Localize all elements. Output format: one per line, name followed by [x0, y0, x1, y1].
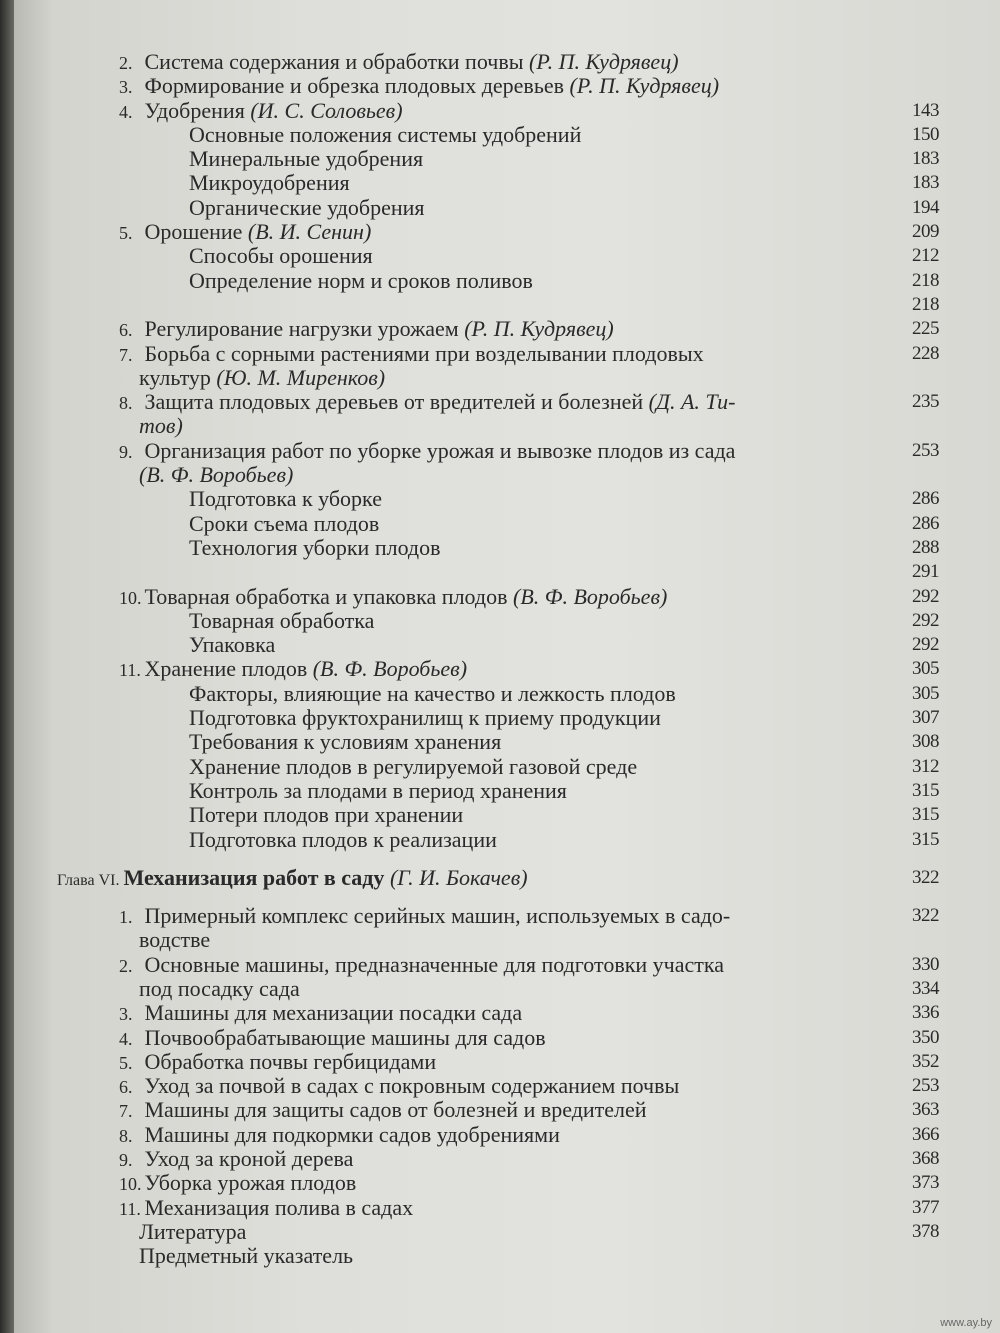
- section-title: Факторы, влияющие на качество и лежкость плодов: [189, 680, 676, 706]
- toc-row: [119, 123, 939, 147]
- section-number: 1.: [119, 907, 133, 928]
- section-number: 4.: [119, 101, 133, 122]
- toc-entry-text: [119, 657, 467, 682]
- author-name: (В. Ф. Воробьев): [139, 462, 294, 488]
- toc-row: [119, 1196, 939, 1220]
- page-number: 330: [912, 953, 939, 975]
- page-number: 305: [912, 682, 939, 704]
- author-name: (В. И. Сенин): [247, 219, 372, 245]
- toc-entry-text: [189, 682, 676, 706]
- section-title: под посадку сада: [139, 975, 300, 1001]
- toc-row: [119, 1098, 939, 1122]
- toc-entry-text: [119, 585, 667, 610]
- toc-entry-text: [119, 390, 735, 415]
- toc-row: [119, 928, 939, 952]
- toc-entry-text: [119, 317, 614, 342]
- spacer: [119, 852, 939, 866]
- toc-row: [119, 74, 939, 98]
- toc-entry-text: [119, 439, 735, 464]
- section-number: 8.: [119, 1125, 133, 1146]
- toc-row: [119, 171, 939, 195]
- page-number: 334: [912, 977, 939, 999]
- page-number: 292: [912, 634, 939, 656]
- section-title: Обработка почвы гербицидами: [144, 1048, 437, 1074]
- section-title: Способы орошения: [189, 243, 373, 269]
- page-number: 292: [912, 609, 939, 631]
- chapter-title: Механизация работ в саду: [123, 864, 390, 890]
- author-name: (Д. А. Ти-: [648, 389, 736, 415]
- toc-row: [119, 1244, 939, 1268]
- toc-entry-text: [139, 977, 300, 1001]
- section-title: Система содержания и обработки почвы: [144, 49, 529, 74]
- page-number: 183: [912, 172, 939, 194]
- toc-row: [119, 196, 939, 220]
- toc-row: [119, 730, 939, 754]
- page-number: 150: [912, 123, 939, 145]
- page-number: 183: [912, 148, 939, 170]
- section-number: 3.: [119, 1004, 133, 1025]
- page-number: 378: [912, 1220, 939, 1242]
- section-title: водстве: [139, 927, 211, 953]
- section-title: Подготовка плодов к реализации: [189, 826, 497, 852]
- toc-row: [57, 864, 939, 890]
- toc-entry-text: [139, 414, 183, 438]
- section-title: Литература: [139, 1218, 247, 1244]
- page-number: 363: [912, 1099, 939, 1121]
- section-title: Хранение плодов: [144, 656, 313, 682]
- toc-entry-text: [119, 1098, 647, 1123]
- toc-entry-text: [119, 904, 730, 929]
- author-name: (Г. И. Бокачев): [389, 864, 528, 890]
- watermark: www.ay.by: [940, 1317, 992, 1329]
- section-title: Органические удобрения: [189, 194, 425, 220]
- section-title: Определение норм и сроков поливов: [189, 267, 533, 293]
- toc-entry-text: [119, 220, 371, 245]
- toc-entry-text: [189, 803, 463, 827]
- section-title: Механизация полива в садах: [144, 1194, 414, 1220]
- toc-row: [119, 244, 939, 268]
- section-title: Защита плодовых деревьев от вредителей и болезней: [144, 389, 649, 415]
- section-number: 10.: [119, 587, 142, 608]
- section-title: Примерный комплекс серийных машин, используемых в садо-: [144, 903, 731, 929]
- toc-entry-text: [189, 779, 567, 803]
- toc-row: [119, 487, 939, 511]
- page-number: 218: [912, 293, 939, 315]
- toc-row: [119, 414, 939, 438]
- page-number: 212: [912, 245, 939, 267]
- toc-row: [119, 317, 939, 341]
- section-title: Потери плодов при хранении: [189, 802, 464, 828]
- toc-entry-text: [189, 171, 350, 195]
- section-title: Подготовка фруктохранилищ к приему продукции: [189, 705, 661, 731]
- toc-entry-text: [119, 953, 724, 978]
- section-number: 9.: [119, 441, 133, 462]
- section-title: Упаковка: [189, 632, 276, 658]
- book-page: [14, 0, 1000, 1333]
- toc-entry-text: [119, 1196, 413, 1221]
- section-title: Почвообрабатывающие машины для садов: [144, 1024, 546, 1050]
- toc-entry-text: [189, 755, 637, 779]
- toc-row: [119, 269, 939, 293]
- toc-row: [119, 755, 939, 779]
- page-number: 253: [912, 1075, 939, 1097]
- page-number: 373: [912, 1172, 939, 1194]
- toc-row: [119, 147, 939, 171]
- toc-row: [119, 99, 939, 123]
- toc-row: [119, 657, 939, 681]
- section-number: 7.: [119, 344, 133, 365]
- toc-entry-text: [189, 196, 425, 220]
- page-number: 143: [912, 99, 939, 121]
- toc-entry-text: [139, 463, 293, 487]
- author-name: (В. Ф. Воробьев): [312, 656, 468, 682]
- author-name: (Ю. М. Миренков): [216, 364, 386, 390]
- toc-entry-text: [189, 706, 661, 730]
- toc-entry-text: [139, 1244, 353, 1268]
- toc-row: [119, 390, 939, 414]
- page-number: 366: [912, 1123, 939, 1145]
- page-number: 377: [912, 1196, 939, 1218]
- section-title: Минеральные удобрения: [189, 146, 424, 172]
- toc-row: [119, 779, 939, 803]
- toc-entry-text: [139, 1220, 246, 1244]
- toc-row: [119, 293, 939, 317]
- toc-entry-text: [119, 74, 719, 99]
- toc-row: [119, 342, 939, 366]
- page-number: 315: [912, 779, 939, 801]
- section-number: 4.: [119, 1028, 133, 1049]
- toc-row: [119, 1001, 939, 1025]
- toc-entry-text: [119, 1171, 356, 1196]
- toc-row: [119, 585, 939, 609]
- toc-row: [119, 536, 939, 560]
- page-number: 322: [912, 866, 939, 888]
- page-number: 291: [912, 561, 939, 583]
- section-title: культур: [139, 364, 217, 390]
- section-title: Формирование и обрезка плодовых деревьев: [144, 73, 570, 99]
- page-number: 209: [912, 221, 939, 243]
- toc-entry-text: [189, 512, 379, 536]
- toc-entry-text: [119, 1001, 522, 1026]
- author-name: (Р. П. Кудрявец): [529, 49, 679, 74]
- author-name: (Р. П. Кудрявец): [464, 316, 614, 342]
- toc-entry-text: [119, 1074, 679, 1099]
- toc-row: [119, 560, 939, 584]
- toc-row: [119, 50, 939, 74]
- page-number: 315: [912, 804, 939, 826]
- section-title: Машины для защиты садов от болезней и вредителей: [144, 1097, 647, 1123]
- page-number: 194: [912, 196, 939, 218]
- section-title: Контроль за плодами в период хранения: [189, 777, 567, 803]
- section-number: 5.: [119, 223, 133, 244]
- section-title: Машины для подкормки садов удобрениями: [144, 1121, 560, 1147]
- toc-entry-text: [189, 147, 423, 171]
- toc-entry-text: [189, 487, 382, 511]
- toc-row: [119, 904, 939, 928]
- section-title: Машины для механизации посадки сада: [144, 1000, 523, 1026]
- toc-entry-text: [189, 269, 533, 293]
- page-number: 286: [912, 512, 939, 534]
- toc-row: [119, 512, 939, 536]
- toc-entry-text: [119, 99, 403, 124]
- section-number: 8.: [119, 393, 133, 414]
- section-number: 11.: [119, 1198, 141, 1219]
- section-title: Технология уборки плодов: [189, 534, 441, 560]
- page-number: 312: [912, 755, 939, 777]
- section-number: 2.: [119, 53, 133, 73]
- section-number: 11.: [119, 660, 141, 681]
- toc-entry-text: [57, 866, 528, 893]
- section-title: Хранение плодов в регулируемой газовой среде: [189, 753, 638, 779]
- toc-row: [119, 953, 939, 977]
- book-spine-shadow: [0, 0, 14, 1333]
- page-number: 308: [912, 731, 939, 753]
- toc-row: [119, 1220, 939, 1244]
- toc-row: [119, 439, 939, 463]
- toc-entry-text: [119, 50, 679, 75]
- section-number: 10.: [119, 1174, 142, 1195]
- page-number: 288: [912, 536, 939, 558]
- page-number: 253: [912, 439, 939, 461]
- section-title: Основные положения системы удобрений: [189, 121, 582, 147]
- toc-row: [119, 682, 939, 706]
- toc-entry-text: [139, 366, 385, 390]
- page-number: 350: [912, 1026, 939, 1048]
- section-title: Основные машины, предназначенные для подготовки участка: [144, 951, 724, 977]
- page-number: 315: [912, 828, 939, 850]
- page-number: 228: [912, 342, 939, 364]
- toc-row: [119, 633, 939, 657]
- toc-row: [119, 366, 939, 390]
- page-number: 286: [912, 488, 939, 510]
- toc-entry-text: [189, 123, 581, 147]
- section-title: Регулирование нагрузки урожаем: [144, 316, 465, 342]
- toc-row: [119, 803, 939, 827]
- toc-entry-text: [189, 730, 501, 754]
- section-title: Микроудобрения: [189, 170, 350, 196]
- toc-entry-text: [189, 609, 374, 633]
- section-title: Орошение: [144, 219, 248, 245]
- page-number: 307: [912, 707, 939, 729]
- section-number: 7.: [119, 1101, 133, 1122]
- toc-entry-text: [189, 244, 373, 268]
- page-number: 368: [912, 1148, 939, 1170]
- toc-entry-text: [119, 1026, 546, 1051]
- toc-entry-text: [119, 342, 704, 367]
- section-title: Предметный указатель: [139, 1243, 354, 1269]
- author-name: тов): [139, 413, 183, 439]
- toc-entry-text: [119, 1050, 436, 1075]
- toc-row: [119, 1123, 939, 1147]
- author-name: (В. Ф. Воробьев): [513, 583, 668, 609]
- toc-row: [119, 977, 939, 1001]
- section-title: Уход за кроной дерева: [144, 1146, 354, 1172]
- toc-row: [119, 220, 939, 244]
- toc-entry-text: [189, 633, 275, 657]
- section-title: Борьба с сорными растениями при возделывании плодовых: [144, 340, 704, 366]
- section-number: 6.: [119, 320, 133, 341]
- page-number: 336: [912, 1002, 939, 1024]
- section-title: Подготовка к уборке: [189, 486, 382, 512]
- page-number: 235: [912, 391, 939, 413]
- toc-entry-text: [119, 1147, 353, 1172]
- author-name: (И. С. Соловьев): [250, 97, 403, 123]
- toc-row: [119, 463, 939, 487]
- page-number: 225: [912, 318, 939, 340]
- toc-row: [119, 1026, 939, 1050]
- toc-entry-text: [119, 1123, 560, 1148]
- toc-row: [119, 1074, 939, 1098]
- toc-row: [119, 1050, 939, 1074]
- toc-row: [119, 828, 939, 852]
- section-title: Уборка урожая плодов: [144, 1170, 357, 1196]
- section-number: 5.: [119, 1052, 133, 1073]
- toc-entry-text: [189, 536, 441, 560]
- page-number: 352: [912, 1050, 939, 1072]
- chapter-label: Глава VI.: [57, 871, 124, 889]
- section-title: Уход за почвой в садах с покровным содержанием почвы: [144, 1073, 680, 1099]
- section-title: Требования к условиям хранения: [189, 729, 502, 755]
- section-number: 9.: [119, 1150, 133, 1171]
- section-title: Сроки съема плодов: [189, 510, 380, 536]
- section-title: Товарная обработка: [189, 607, 375, 633]
- page-number: 322: [912, 905, 939, 927]
- page-number: 305: [912, 658, 939, 680]
- toc-row: [119, 1171, 939, 1195]
- section-title: Организация работ по уборке урожая и вывозке плодов из сада: [144, 437, 736, 463]
- toc-row: [119, 706, 939, 730]
- toc-row: [119, 609, 939, 633]
- page-number: 218: [912, 269, 939, 291]
- section-number: 2.: [119, 955, 133, 976]
- author-name: (Р. П. Кудрявец): [569, 73, 720, 99]
- section-title: Товарная обработка и упаковка плодов: [144, 583, 513, 609]
- toc-row: [119, 1147, 939, 1171]
- toc-entry-text: [139, 928, 210, 952]
- table-of-contents: [57, 49, 939, 1269]
- section-number: 6.: [119, 1077, 133, 1098]
- section-number: 3.: [119, 77, 133, 98]
- toc-entry-text: [189, 828, 497, 852]
- section-title: Удобрения: [144, 97, 251, 123]
- page-number: 292: [912, 585, 939, 607]
